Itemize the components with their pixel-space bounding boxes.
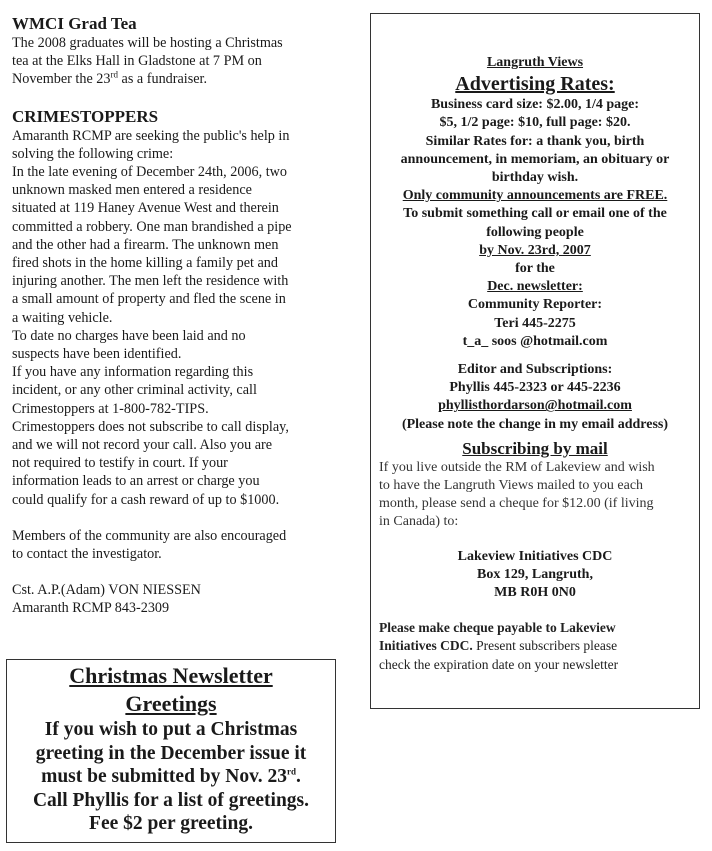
cheque-note: Please make cheque payable to Lakeview xyxy=(379,620,616,636)
grad-tea-line: The 2008 graduates will be hosting a Christmas xyxy=(12,35,283,51)
for-the: for the xyxy=(515,261,555,277)
crimestoppers-line: Crimestoppers at 1-800-782-TIPS. xyxy=(12,400,209,417)
christmas-line: Call Phyllis for a list of greetings. xyxy=(32,789,310,811)
rates-line: birthday wish. xyxy=(491,170,579,186)
rates-line: Business card size: $2.00, 1/4 page: xyxy=(430,97,640,113)
crimestoppers-line: injuring another. The men left the residence with xyxy=(12,273,289,290)
subscribe-line: in Canada) to: xyxy=(379,514,459,530)
submit-line: following people xyxy=(486,224,584,240)
crimestoppers-line: Amaranth RCMP are seeking the public's help in xyxy=(12,127,290,144)
subscribe-line: to have the Langruth Views mailed to you each xyxy=(379,478,644,494)
mailing-address xyxy=(371,548,699,603)
crimestoppers-line: could qualify for a cash reward of up to $1000. xyxy=(12,491,280,508)
editor-phone: Phyllis 445-2323 or 445-2236 xyxy=(449,380,621,396)
rates-line: Similar Rates for: a thank you, birth xyxy=(425,133,645,149)
crimestoppers-line: solving the following crime: xyxy=(12,145,174,162)
christmas-line: If you wish to put a Christmas xyxy=(44,719,298,740)
subscribe-line: month, please send a cheque for $12.00 (if living xyxy=(379,496,654,512)
crimestoppers-line: a waiting vehicle. xyxy=(12,309,113,326)
cheque-note: Initiatives CDC. Present subscribers please xyxy=(379,638,618,654)
christmas-subtitle: Greetings xyxy=(125,691,217,716)
crimestoppers-line: unknown masked men entered a residence xyxy=(12,182,252,199)
submit-line: To submit something call or email one of the xyxy=(403,206,667,222)
rates-line: announcement, in memoriam, an obituary or xyxy=(400,151,670,167)
grad-tea-line: November the 23rd as a fundraiser. xyxy=(12,69,208,88)
left-column xyxy=(12,14,342,618)
christmas-greetings-box xyxy=(6,659,336,843)
crimestoppers-line: a small amount of property and fled the scene in xyxy=(12,291,286,308)
contact-name: Cst. A.P.(Adam) VON NIESSEN xyxy=(12,582,201,599)
reporter-title: Community Reporter: xyxy=(467,297,603,313)
crimestoppers-line: incident, or any other criminal activity, call xyxy=(12,382,257,399)
newsletter-name: Langruth Views xyxy=(486,55,584,70)
cheque-note: check the expiration date on your newsletter xyxy=(379,656,619,672)
submit-instructions xyxy=(371,205,699,241)
crimestoppers-heading: CRIMESTOPPERS xyxy=(12,106,159,126)
reporter-name: Teri 445-2275 xyxy=(494,315,576,331)
crimestoppers-line: information leads to an arrest or charge you xyxy=(12,473,260,490)
subscribe-line: If you live outside the RM of Lakeview and wish xyxy=(379,459,655,475)
rates-list xyxy=(371,96,699,187)
subscribe-title: Subscribing by mail xyxy=(462,438,608,458)
rates-line: $5, 1/2 page: $10, full page: $20. xyxy=(439,115,631,131)
crimestoppers-line: committed a robbery. One man brandished a pipe xyxy=(12,218,292,235)
christmas-fee: Fee $2 per greeting. xyxy=(89,813,253,834)
deadline: by Nov. 23rd, 2007 xyxy=(479,242,591,258)
free-note: Only community announcements are FREE. xyxy=(402,188,668,204)
members-line: Members of the community are also encouraged xyxy=(12,527,287,544)
christmas-line: greeting in the December issue it xyxy=(35,742,307,764)
christmas-line: must be submitted by Nov. 23rd. xyxy=(41,766,301,787)
advertising-rates-box xyxy=(370,13,700,709)
crimestoppers-line: not required to testify in court. If your xyxy=(12,455,228,472)
email-note: (Please note the change in my email address) xyxy=(401,416,669,432)
crimestoppers-line: To date no charges have been laid and no xyxy=(12,327,246,344)
grad-tea-line: tea at the Elks Hall in Gladstone at 7 PM on xyxy=(12,53,262,70)
editor-title: Editor and Subscriptions: xyxy=(457,362,613,378)
crimestoppers-line: situated at 119 Haney Avenue West and therein xyxy=(12,200,279,217)
crimestoppers-line: and we will not record your call. Also you are xyxy=(12,437,273,454)
issue-name: Dec. newsletter: xyxy=(487,279,583,295)
crimestoppers-body xyxy=(12,127,342,509)
crimestoppers-line: suspects have been identified. xyxy=(12,346,182,363)
members-note xyxy=(12,527,342,563)
address-line: MB R0H 0N0 xyxy=(494,585,576,601)
address-line: Lakeview Initiatives CDC xyxy=(457,548,613,564)
crimestoppers-line: If you have any information regarding this xyxy=(12,364,254,381)
crimestoppers-line: and the other had a firearm. The unknown men xyxy=(12,236,279,253)
contact-phone: Amaranth RCMP 843-2309 xyxy=(12,600,170,617)
crimestoppers-line: fired shots in the home killing a family pet and xyxy=(12,255,278,272)
rates-title: Advertising Rates: xyxy=(455,73,615,96)
subscribe-text xyxy=(371,459,699,532)
address-line: Box 129, Langruth, xyxy=(477,566,593,582)
grad-tea-heading: WMCI Grad Tea xyxy=(12,14,137,33)
crimestoppers-line: Crimestoppers does not subscribe to call display, xyxy=(12,418,289,435)
members-line: to contact the investigator. xyxy=(12,546,162,563)
christmas-title: Christmas Newsletter xyxy=(69,663,273,688)
reporter-email: t_a_ soos @hotmail.com xyxy=(462,333,608,349)
crimestoppers-line: In the late evening of December 24th, 2006, two xyxy=(12,164,287,181)
editor-email: phyllisthordarson@hotmail.com xyxy=(438,398,632,414)
